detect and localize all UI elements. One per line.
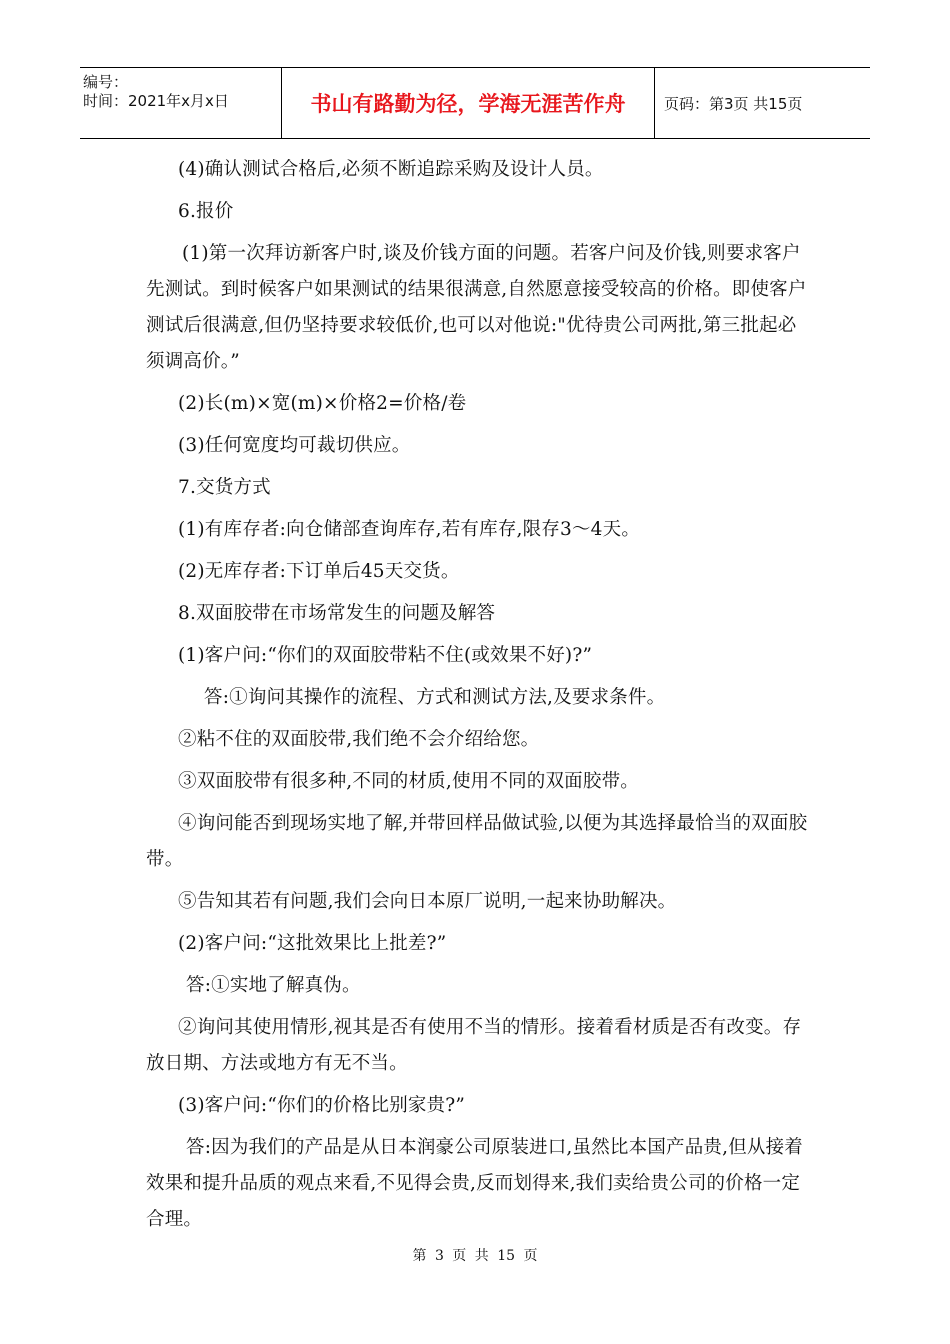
header-meta xyxy=(80,68,281,138)
time-label: 时间：2021年x月x日 xyxy=(83,92,229,110)
faq-question-2: (2)客户问:“这批效果比上批差?” xyxy=(178,933,447,954)
header-page-info: 页码：第3页 共15页 xyxy=(664,94,803,113)
faq-answer-1-5: ⑤告知其若有问题,我们会向日本原厂说明,一起来协助解决。 xyxy=(178,891,677,912)
paragraph-quote-2: (2)长(m)×宽(m)×价格2=价格/卷 xyxy=(178,393,467,414)
faq-answer-1-1: 答:①询问其操作的流程、方式和测试方法,及要求条件。 xyxy=(204,687,666,708)
paragraph-quote-3: (3)任何宽度均可裁切供应。 xyxy=(178,435,411,456)
paragraph-4-confirm: (4)确认测试合格后,必须不断追踪采购及设计人员。 xyxy=(178,159,604,180)
paragraph-delivery-1: (1)有库存者:向仓储部查询库存,若有库存,限存3～4天。 xyxy=(178,519,641,540)
faq-answer-2-2: ②询问其使用情形,视其是否有使用不当的情形。接着看材质是否有改变。存放日期、方法或地方有无不当。 xyxy=(146,1017,802,1074)
page-header xyxy=(80,67,870,139)
section-heading-quote: 6.报价 xyxy=(178,201,234,222)
header-motto: 书山有路勤为径，学海无涯苦作舟 xyxy=(281,68,655,138)
paragraph-quote-1: (1)第一次拜访新客户时,谈及价钱方面的问题。若客户问及价钱,则要求客户先测试。到时候客户如果测试的结果很满意,自然愿意接受较高的价格。即使客户测试后很满意,但仍坚持要求较低价,也可以对他说:"优待贵公司两批,第三批起必须调高价。” xyxy=(146,243,807,372)
faq-answer-1-3: ③双面胶带有很多种,不同的材质,使用不同的双面胶带。 xyxy=(178,771,639,792)
section-heading-faq: 8.双面胶带在市场常发生的问题及解答 xyxy=(178,603,496,624)
faq-answer-1-2: ②粘不住的双面胶带,我们绝不会介绍给您。 xyxy=(178,729,540,750)
faq-answer-1-4: ④询问能否到现场实地了解,并带回样品做试验,以便为其选择最恰当的双面胶带。 xyxy=(146,813,808,870)
code-label: 编号： xyxy=(83,73,129,91)
faq-answer-3: 答:因为我们的产品是从日本润豪公司原装进口,虽然比本国产品贵,但从接着效果和提升品质的观点来看,不见得会贵,反而划得来,我们卖给贵公司的价格一定合理。 xyxy=(146,1137,803,1230)
faq-answer-2-1: 答:①实地了解真伪。 xyxy=(186,975,361,996)
document-body xyxy=(146,152,810,1244)
faq-question-1: (1)客户问:“你们的双面胶带粘不住(或效果不好)?” xyxy=(178,645,593,666)
paragraph-delivery-2: (2)无库存者:下订单后45天交货。 xyxy=(178,561,460,582)
section-heading-delivery: 7.交货方式 xyxy=(178,477,271,498)
faq-question-3: (3)客户问:“你们的价格比别家贵?” xyxy=(178,1095,466,1116)
page-footer: 第 3 页 共 15 页 xyxy=(412,1248,538,1264)
